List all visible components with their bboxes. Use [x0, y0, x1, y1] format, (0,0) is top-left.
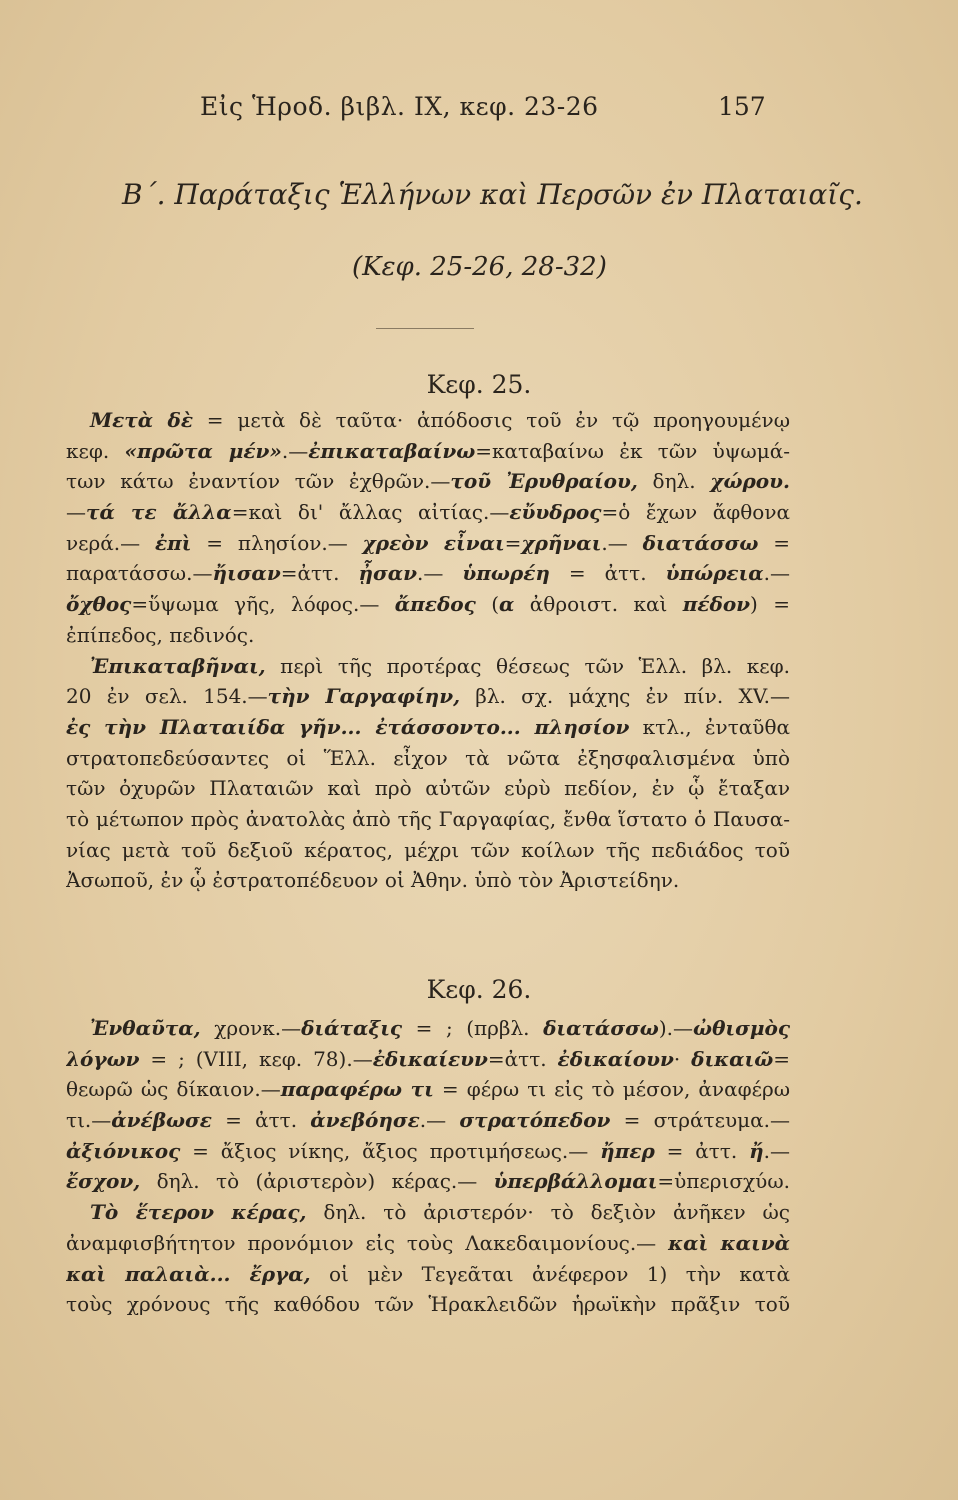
gloss: κεφ.: [66, 438, 125, 463]
gloss: ·: [673, 1046, 692, 1071]
gloss: τι.—: [66, 1108, 112, 1133]
gloss: =καὶ δι' ἄλλας αἰτίας.—: [231, 500, 510, 525]
gloss: .—: [419, 1108, 460, 1133]
chapter-commentary: [66, 405, 790, 896]
gloss: ).—: [658, 1016, 694, 1040]
lemma: πέδον: [682, 592, 751, 617]
text-line: [66, 1289, 790, 1320]
gloss: = ; (VIII, κεφ. 78).—: [139, 1046, 373, 1071]
gloss: =καταβαίνω ἐκ τῶν ὑψωμά-: [475, 438, 790, 463]
gloss: = μετὰ δὲ ταῦτα· ἀπόδοσις τοῦ ἐν τῷ προηγουμένῳ: [193, 408, 790, 432]
gloss: κτλ., ἐνταῦθα: [629, 714, 790, 739]
chapter-commentary: [66, 1013, 790, 1320]
gloss: =ἀττ.: [487, 1046, 558, 1071]
lemma: ὄχθος: [66, 592, 132, 617]
page-header: [0, 92, 958, 132]
lemma: στρατόπεδον: [459, 1108, 611, 1133]
text-line: [66, 1044, 790, 1075]
gloss: περὶ τῆς προτέρας θέσεως τῶν Ἑλλ. βλ. κεφ.: [265, 653, 790, 678]
gloss: =ὑπερισχύω.: [657, 1169, 790, 1194]
lemma: Ἐνθαῦτα,: [90, 1016, 201, 1040]
lemma: τοῦ Ἐρυθραίου,: [450, 469, 638, 494]
gloss: = ἀττ.: [654, 1138, 750, 1163]
gloss: θεωρῶ ὡς δίκαιον.—: [66, 1077, 281, 1102]
lemma: α: [499, 592, 515, 617]
lemma: ᾖσαν: [358, 561, 417, 586]
gloss: = ; (πρβλ.: [402, 1016, 544, 1040]
text-line: [66, 743, 790, 774]
text-line: [66, 497, 790, 528]
text-line: [66, 1197, 790, 1228]
text-line: [66, 558, 790, 589]
text-line: [66, 1166, 790, 1197]
gloss: .—: [281, 438, 309, 463]
text-line: [66, 528, 790, 559]
lemma: ἀνεβόησε: [310, 1108, 420, 1133]
gloss: =ὕψωμα γῆς, λόφος.—: [131, 592, 395, 617]
gloss: =: [504, 530, 522, 555]
text-line: [66, 865, 790, 896]
text-line: [66, 620, 790, 651]
lemma: χώρου.: [710, 469, 790, 494]
lemma: τὴν Γαργαφίην,: [267, 684, 461, 709]
lemma: ἐπικαταβαίνω: [308, 438, 476, 463]
lemma: Ἐπικαταβῆναι,: [90, 653, 266, 678]
lemma: ἐδικαίευν: [372, 1046, 488, 1071]
text-line: [66, 681, 790, 712]
gloss: =ὁ ἔχων ἄφθονα: [601, 500, 790, 525]
text-line: [66, 466, 790, 497]
lemma: ἀνέβωσε: [111, 1108, 212, 1133]
gloss: βλ. σχ. μάχης ἐν πίν. XV.—: [460, 684, 790, 709]
gloss: παρατάσσω.—: [66, 561, 213, 586]
text-line: [66, 1013, 790, 1044]
gloss: —: [66, 500, 86, 525]
gloss: .—: [417, 561, 463, 586]
gloss: χρονκ.—: [200, 1016, 302, 1040]
gloss: Ἀσωποῦ, ἐν ᾧ ἐστρατοπέδευον οἱ Ἀθην. ὑπὸ τὸν Ἀριστείδην.: [66, 868, 680, 893]
text-line: [66, 712, 790, 743]
lemma: ἄπεδος: [394, 592, 476, 617]
gloss: = ἀττ.: [211, 1108, 311, 1133]
gloss: = στράτευμα.—: [610, 1108, 790, 1133]
gloss: νερά.—: [66, 530, 155, 555]
gloss: ) =: [750, 592, 790, 617]
text-line: [66, 1105, 790, 1136]
gloss: = φέρω τι εἰς τὸ μέσον, ἀναφέρω: [433, 1077, 790, 1102]
page-number: 157: [718, 92, 766, 121]
lemma: ἔσχον,: [66, 1169, 141, 1194]
gloss: =: [773, 1046, 790, 1071]
gloss: δηλ.: [637, 469, 711, 494]
lemma: Τὸ ἕτερον κέρας,: [90, 1200, 307, 1225]
text-line: [66, 804, 790, 835]
gloss: .—: [763, 561, 790, 586]
gloss: =: [758, 530, 790, 555]
lemma: δικαιῶ: [691, 1046, 774, 1071]
running-head: Εἰς Ἡροδ. βιβλ. IX, κεφ. 23-26: [200, 92, 599, 121]
chapter-heading: Κεφ. 26.: [426, 975, 532, 1004]
gloss: = ἄξιος νίκης, ἄξιος προτιμήσεως.—: [180, 1138, 601, 1163]
gloss: τὸ μέτωπον πρὸς ἀνατολὰς ἀπὸ τῆς Γαργαφίας, ἔνθα ἵστατο ὁ Παυσα-: [66, 806, 790, 831]
text-line: [66, 651, 790, 682]
text-line: [66, 773, 790, 804]
lemma: εὔυδρος: [509, 500, 602, 525]
gloss: = ἀττ.: [549, 561, 666, 586]
gloss: .—: [601, 530, 643, 555]
gloss: =ἀττ.: [280, 561, 359, 586]
lemma: καὶ καινὰ: [668, 1230, 790, 1255]
gloss: στρατοπεδεύσαντες οἱ Ἕλλ. εἶχον τὰ νῶτα ἐξησφαλισμένα ὑπὸ: [66, 745, 790, 770]
lemma: χρῆναι: [521, 530, 602, 555]
gloss: ἐπίπεδος, πεδινός.: [66, 622, 255, 647]
gloss: ἀθροιστ. καὶ: [514, 592, 683, 617]
gloss: ἀναμφισβήτητον προνόμιον εἰς τοὺς Λακεδαιμονίους.—: [66, 1230, 669, 1255]
text-line: [66, 405, 790, 436]
gloss: τοὺς χρόνους τῆς καθόδου τῶν Ἡρακλειδῶν ἡρωϊκὴν πρᾶξιν τοῦ: [66, 1292, 790, 1317]
chapter-heading: Κεφ. 25.: [426, 370, 532, 399]
text-line: [66, 589, 790, 620]
gloss: (: [475, 592, 500, 617]
text-line: [66, 1074, 790, 1105]
section-subtitle: (Κεφ. 25-26, 28-32): [352, 252, 607, 282]
gloss: 20 ἐν σελ. 154.—: [66, 684, 268, 709]
lemma: καὶ παλαιὰ... ἔργα,: [66, 1261, 311, 1286]
lemma: ἐς τὴν Πλαταιίδα γῆν... ἐτάσσοντο... πλησίον: [66, 714, 630, 739]
lemma: ὠθισμὸς: [693, 1016, 790, 1040]
lemma: ἐπὶ: [154, 530, 192, 555]
gloss: οἱ μὲν Τεγεᾶται ἀνέφερον 1) τὴν κατὰ: [310, 1261, 790, 1286]
text-line: [66, 1259, 790, 1290]
lemma: ὑπώρεια: [665, 561, 764, 586]
lemma: διατάσσω: [543, 1016, 659, 1040]
text-line: [66, 436, 790, 467]
lemma: ἀξιόνικος: [66, 1138, 181, 1163]
gloss: δηλ. τὸ (ἀριστερὸν) κέρας.—: [140, 1169, 494, 1194]
gloss: των κάτω ἐναντίον τῶν ἐχθρῶν.—: [66, 469, 451, 494]
gloss: δηλ. τὸ ἀριστερόν· τὸ δεξιὸν ἀνῆκεν ὡς: [306, 1200, 790, 1225]
lemma: ἤ: [749, 1138, 764, 1163]
lemma: παραφέρω τι: [280, 1077, 434, 1102]
gloss: .—: [763, 1138, 790, 1163]
lemma: Μετὰ δὲ: [90, 408, 194, 432]
gloss: = πλησίον.—: [191, 530, 363, 555]
lemma: ἐδικαίουν: [557, 1046, 674, 1071]
lemma: χρεὸν εἶναι: [362, 530, 505, 555]
section-title: Β΄. Παράταξις Ἑλλήνων καὶ Περσῶν ἐν Πλαταιαῖς.: [122, 178, 863, 211]
lemma: ἤπερ: [600, 1138, 655, 1163]
lemma: τά τε ἄλλα: [86, 500, 232, 525]
lemma: διατάσσω: [642, 530, 759, 555]
divider-rule: [376, 328, 474, 329]
lemma: «πρῶτα μέν»: [124, 438, 282, 463]
lemma: ἤισαν: [212, 561, 281, 586]
text-line: [66, 1228, 790, 1259]
gloss: τῶν ὀχυρῶν Πλαταιῶν καὶ πρὸ αὐτῶν εὐρὺ πεδίον, ἐν ᾧ ἔταξαν: [66, 776, 790, 801]
lemma: λόγων: [66, 1046, 140, 1071]
lemma: ὑπωρέη: [462, 561, 550, 586]
text-line: [66, 835, 790, 866]
gloss: νίας μετὰ τοῦ δεξιοῦ κέρατος, μέχρι τῶν κοίλων τῆς πεδιάδος τοῦ: [66, 837, 790, 862]
lemma: ὑπερβάλλομαι: [493, 1169, 658, 1194]
lemma: διάταξις: [301, 1016, 403, 1040]
text-line: [66, 1136, 790, 1167]
